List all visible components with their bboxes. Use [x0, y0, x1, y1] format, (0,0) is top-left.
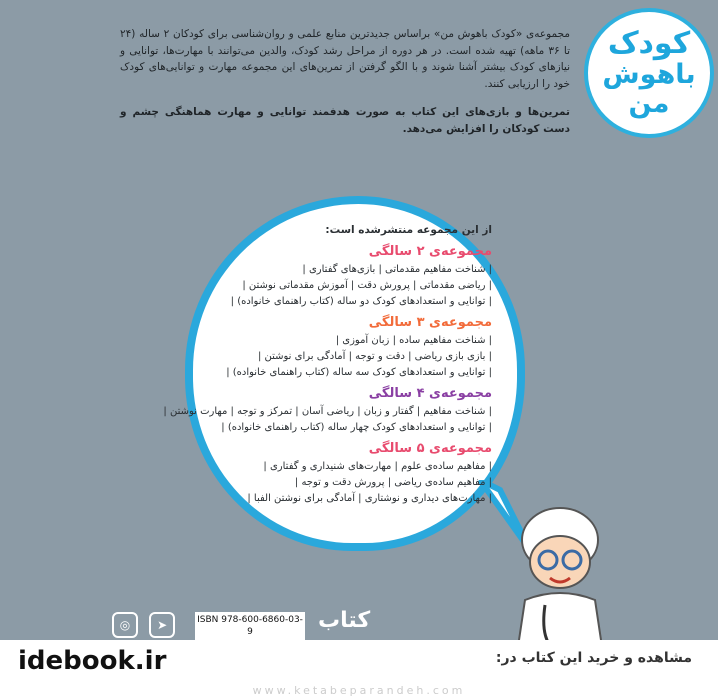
- intro-paragraph-1: مجموعه‌ی «کودک باهوش من» براساس جدیدترین منابع علمی و روان‌شناسی برای کودکان ۲ ساله (۲۴ تا ۳۶ ماهه) تهیه شده است. در هر دوره از مراحل رشد کودک، والدین می‌توانند با مهارت‌ها، توانایی و نیازهای کودک بیشتر آشنا شوند و با الگو گرفتن از تمرین‌های این مجموعه مهارت و توانایی‌های کودک خود را ارزیابی کنند.: [120, 28, 570, 90]
- set-row: | مهارت‌های دیداری و نوشتاری | آمادگی برای نوشتن الفبا |: [247, 493, 492, 504]
- set-3-years: [222, 315, 492, 381]
- set-row: | ریاضی مقدماتی | پرورش دقت | آموزش مقدماتی نوشتن |: [242, 280, 492, 291]
- set-title: مجموعه‌ی ۲ سالگی: [368, 244, 492, 259]
- brand-logo: idebook.ir: [18, 646, 167, 676]
- intro-paragraph-2: تمرین‌ها و بازی‌های این کتاب به صورت هدفمند توانایی و مهارت هماهنگی چشم و دست کودکان را افزایش می‌دهد.: [120, 106, 570, 135]
- set-2-years: [222, 244, 492, 310]
- set-row: | توانایی و استعدادهای کودک سه ساله (کتاب راهنمای خانواده) |: [226, 367, 492, 378]
- footer-bar: [0, 640, 718, 700]
- logo-line-1: کودک: [607, 26, 691, 61]
- social-links: [112, 612, 181, 638]
- set-title: مجموعه‌ی ۳ سالگی: [368, 315, 492, 330]
- logo-line-3: من: [628, 88, 670, 119]
- series-list-heading: از این مجموعه منتشرشده است:: [325, 224, 492, 236]
- set-5-years: [222, 441, 492, 507]
- telegram-icon: ➤: [149, 612, 175, 638]
- set-row: | شناخت مفاهیم | گفتار و زبان | ریاضی آسان | تمرکز و توجه | مهارت نوشتن |: [163, 406, 492, 417]
- cta-text: مشاهده و خرید این کتاب در:: [495, 650, 692, 666]
- publisher-url: www.ketabeparandeh.com: [252, 684, 466, 697]
- publisher-logo: کتاب: [318, 608, 371, 633]
- set-row: | مفاهیم ساده‌ی ریاضی | پرورش دقت و توجه |: [294, 477, 492, 488]
- set-title: مجموعه‌ی ۴ سالگی: [368, 386, 492, 401]
- set-row: | بازی بازی ریاضی | دقت و توجه | آمادگی برای نوشتن |: [257, 351, 492, 362]
- intro-text: [120, 26, 570, 149]
- series-list: [163, 222, 492, 512]
- set-row: | شناخت مفاهیم ساده | زبان آموزی |: [335, 335, 492, 346]
- series-logo: [584, 8, 714, 138]
- set-title: مجموعه‌ی ۵ سالگی: [368, 441, 492, 456]
- set-4-years: [163, 386, 492, 436]
- set-row: | توانایی و استعدادهای کودک چهار ساله (کتاب راهنمای خانواده) |: [221, 422, 492, 433]
- set-row: | توانایی و استعدادهای کودک دو ساله (کتاب راهنمای خانواده) |: [230, 296, 492, 307]
- instagram-icon: ◎: [112, 612, 138, 638]
- isbn-label: ISBN 978-600-6860-03-9: [195, 612, 305, 642]
- set-row: | شناخت مفاهیم مقدماتی | بازی‌های گفتاری |: [302, 264, 492, 275]
- logo-line-2: باهوش: [602, 59, 696, 90]
- set-row: | مفاهیم ساده‌ی علوم | مهارت‌های شنیداری و گفتاری |: [263, 461, 492, 472]
